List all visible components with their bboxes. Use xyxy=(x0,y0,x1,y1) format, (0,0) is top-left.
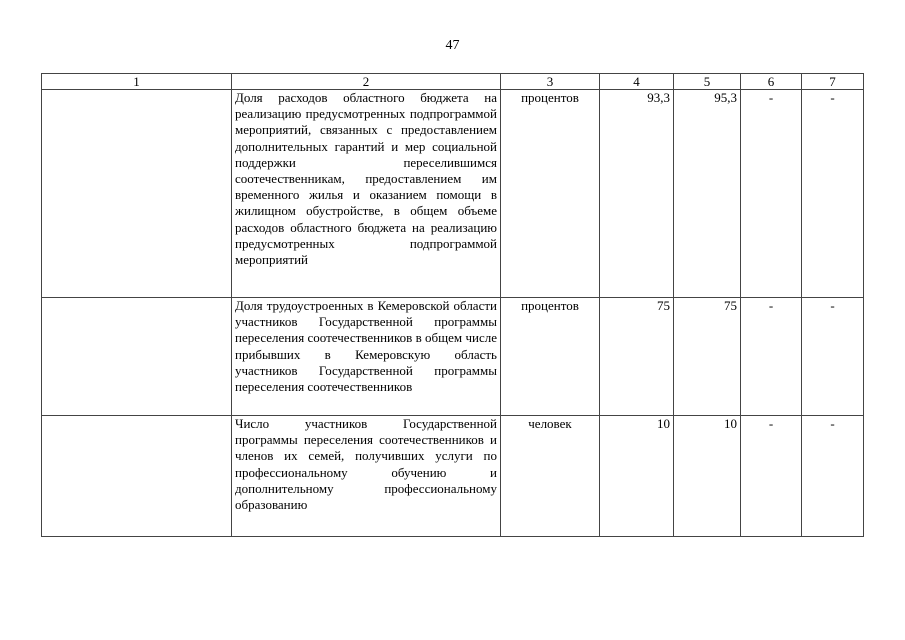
table-row xyxy=(42,416,864,537)
header-cell: 2 xyxy=(232,74,501,90)
value-col6: - xyxy=(741,90,802,298)
value-col6: - xyxy=(741,416,802,537)
unit-cell: процентов xyxy=(501,90,600,298)
value-col7: - xyxy=(802,298,864,416)
unit-cell: процентов xyxy=(501,298,600,416)
header-cell: 4 xyxy=(600,74,674,90)
header-cell: 5 xyxy=(674,74,741,90)
table-row xyxy=(42,298,864,416)
indicator-description: Число участников Государственной программы переселения соотечественников и членов их семей, получивших услуги по профессиональному обучению и дополнительному профессиональному образованию xyxy=(232,416,501,537)
value-col6: - xyxy=(741,298,802,416)
value-col5: 10 xyxy=(674,416,741,537)
value-col7: - xyxy=(802,416,864,537)
value-col4: 93,3 xyxy=(600,90,674,298)
indicators-table xyxy=(41,73,864,537)
table-header-row xyxy=(42,74,864,90)
header-cell: 6 xyxy=(741,74,802,90)
page-number: 47 xyxy=(445,38,460,53)
unit-cell: человек xyxy=(501,416,600,537)
table-row xyxy=(42,90,864,298)
value-col4: 75 xyxy=(600,298,674,416)
header-cell: 1 xyxy=(42,74,232,90)
value-col5: 75 xyxy=(674,298,741,416)
row-number-cell xyxy=(42,90,232,298)
indicator-description: Доля расходов областного бюджета на реализацию предусмотренных подпрограммой мероприятий, связанных с предоставлением дополнительных гарантий и мер социальной поддержки переселившимся соотечественникам, предоставлением им временного жилья и оказанием помощи в жилищном обустройстве, в общем объеме расходов областного бюджета на реализацию предусмотренных подпрограммой мероприятий xyxy=(232,90,501,298)
indicator-description: Доля трудоустроенных в Кемеровской области участников Государственной программы переселения соотечественников в общем числе прибывших в Кемеровскую область участников Государственной программы переселения соотечественников xyxy=(232,298,501,416)
value-col7: - xyxy=(802,90,864,298)
row-number-cell xyxy=(42,416,232,537)
header-cell: 7 xyxy=(802,74,864,90)
value-col5: 95,3 xyxy=(674,90,741,298)
header-cell: 3 xyxy=(501,74,600,90)
value-col4: 10 xyxy=(600,416,674,537)
row-number-cell xyxy=(42,298,232,416)
